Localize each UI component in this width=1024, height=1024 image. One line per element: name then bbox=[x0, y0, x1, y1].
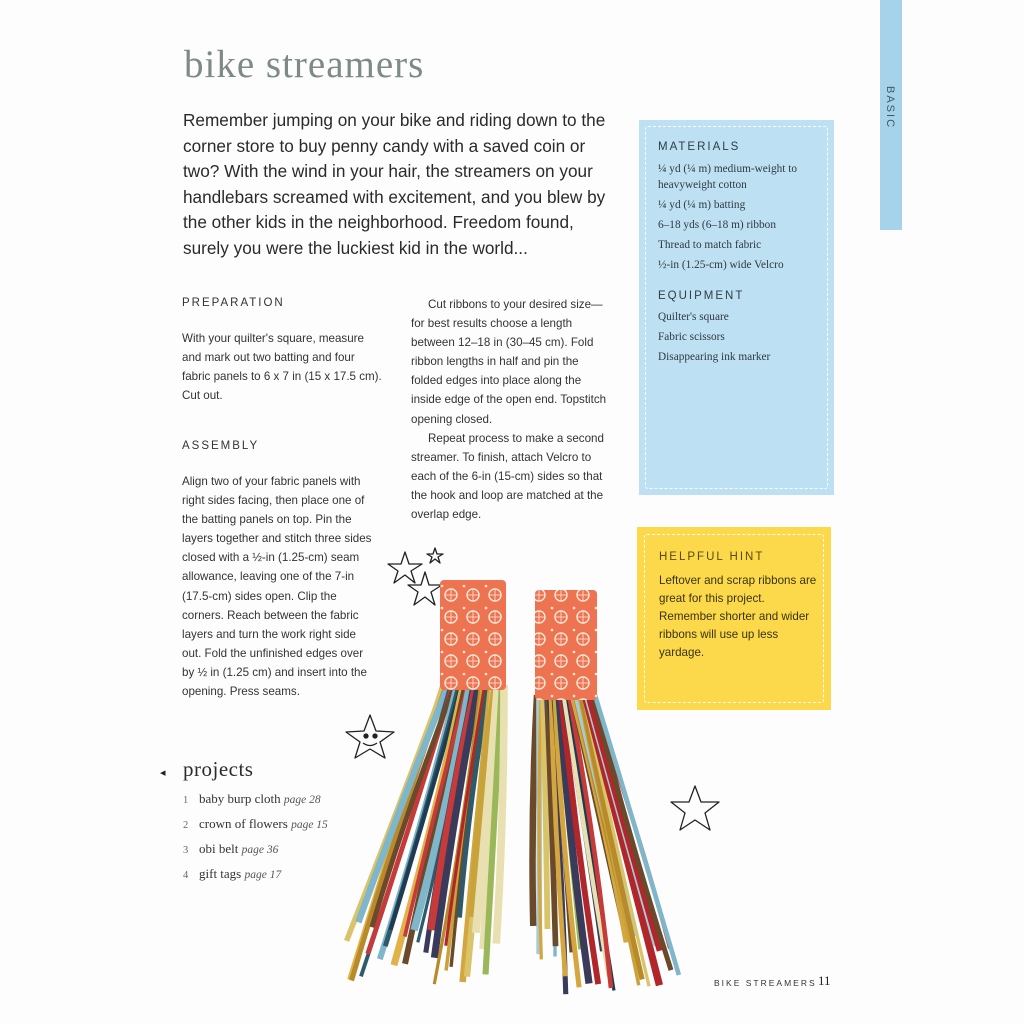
assembly-heading: ASSEMBLY bbox=[182, 440, 260, 452]
star-doodle bbox=[346, 715, 394, 758]
instructions-paragraph: Repeat process to make a second streamer. To finish, attach Velcro to each of the 6-in (15-cm) sides so that the hook and loop are matched at the overlap edge. bbox=[411, 431, 604, 522]
star-doodle bbox=[427, 548, 443, 563]
project-name: obi belt bbox=[199, 841, 239, 856]
project-name: gift tags bbox=[199, 866, 242, 881]
materials-heading: MATERIALS bbox=[658, 141, 741, 153]
materials-item: 6–18 yds (6–18 m) ribbon bbox=[658, 218, 776, 231]
equipment-list bbox=[658, 310, 824, 370]
assembly-text: Align two of your fabric panels with right sides facing, then place one of the batting panels on top. Pin the layers together and stitch three sides closed with a ½-in (1.25-cm) seam allowance, leaving one of the 7-in (17.5-cm) sides open. Clip the corners. Reach between the fabric layers and turn the work right side out. Fold the unfinished edges over by ½ in (1.25 cm) and insert into the opening. Press seams. bbox=[182, 475, 372, 699]
project-page: page 28 bbox=[283, 794, 321, 806]
footer-chapter-label: BIKE STREAMERS bbox=[714, 978, 817, 988]
instructions-paragraph: Cut ribbons to your desired size—for best results choose a length between 12–18 in (30–45 cm). Fold ribbon lengths in half and pin the folded edges into place along the inside edge of the open end. Topstitch opening closed. bbox=[411, 298, 607, 426]
project-page: page 36 bbox=[241, 844, 279, 856]
project-number: 3 bbox=[183, 845, 189, 856]
projects-heading: projects bbox=[183, 757, 254, 781]
page-title: bike streamers bbox=[184, 43, 425, 86]
equipment-item: Disappearing ink marker bbox=[658, 351, 771, 364]
project-link[interactable] bbox=[183, 838, 328, 863]
equipment-item: Quilter's square bbox=[658, 311, 729, 323]
intro-paragraph: Remember jumping on your bike and riding down to the corner store to buy penny candy with a saved coin or two? With the wind in your hair, the streamers on your handlebars screamed with excitement, and you blew by the other kids in the neighborhood. Freedom found, surely you were the luckiest kid in the world... bbox=[183, 110, 606, 258]
chapter-tab-label: BASIC bbox=[884, 86, 896, 130]
project-name: baby burp cloth bbox=[199, 791, 281, 806]
bike-streamers-illustration bbox=[330, 540, 730, 1010]
preparation-heading: PREPARATION bbox=[182, 297, 285, 309]
right-streamer-sleeve bbox=[535, 590, 597, 700]
project-number: 1 bbox=[183, 795, 189, 806]
materials-list bbox=[658, 162, 824, 278]
left-streamer-sleeve bbox=[440, 580, 506, 690]
materials-item: ½-in (1.25-cm) wide Velcro bbox=[658, 259, 784, 272]
right-streamer-ribbons bbox=[533, 695, 679, 994]
project-page: page 17 bbox=[244, 869, 282, 881]
project-link[interactable] bbox=[183, 813, 328, 838]
project-page: page 15 bbox=[291, 819, 328, 831]
star-doodle bbox=[671, 786, 719, 830]
hint-heading: HELPFUL HINT bbox=[659, 551, 765, 563]
project-link[interactable] bbox=[183, 863, 328, 888]
materials-item: ¼ yd (¼ m) batting bbox=[658, 198, 746, 211]
preparation-text: With your quilter's square, measure and mark out two batting and four fabric panels to 6 x 7 in (15 x 17.5 cm). Cut out. bbox=[182, 332, 382, 403]
project-link[interactable] bbox=[183, 788, 328, 813]
materials-item: ¼ yd (¼ m) medium-weight to heavyweight cotton bbox=[658, 163, 797, 191]
left-arrow-icon: ◂ bbox=[160, 767, 166, 779]
equipment-heading: EQUIPMENT bbox=[658, 290, 745, 302]
page-number: 11 bbox=[818, 973, 831, 988]
project-number: 2 bbox=[183, 820, 189, 831]
project-number: 4 bbox=[183, 870, 189, 881]
instructions-column bbox=[411, 295, 611, 524]
project-name: crown of flowers bbox=[199, 816, 288, 831]
materials-box bbox=[639, 120, 834, 495]
equipment-item: Fabric scissors bbox=[658, 331, 725, 344]
star-doodle bbox=[388, 552, 422, 583]
hint-text: Leftover and scrap ribbons are great for this project. Remember shorter and wider ribbons will use up less yardage. bbox=[659, 574, 817, 659]
materials-item: Thread to match fabric bbox=[658, 239, 762, 252]
left-streamer-ribbons bbox=[347, 685, 504, 984]
chapter-tab bbox=[880, 0, 902, 230]
projects-list bbox=[183, 788, 328, 888]
